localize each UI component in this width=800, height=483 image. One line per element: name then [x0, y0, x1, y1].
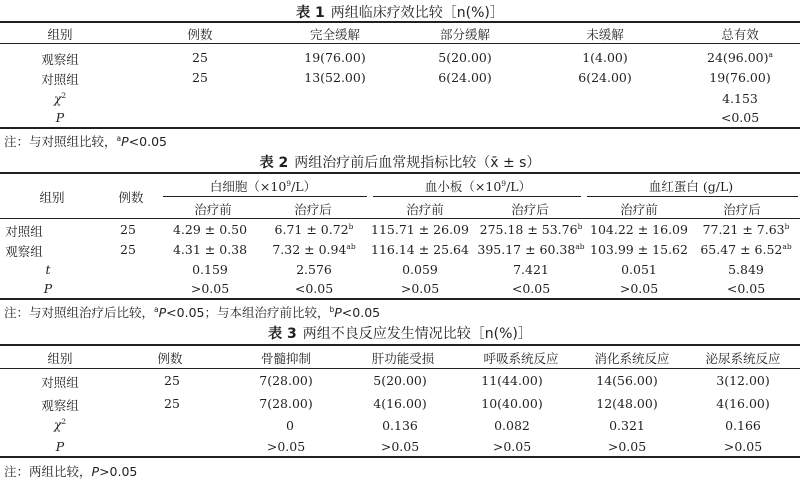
- table1-header-cr: 完全缓解: [309, 27, 361, 42]
- table3-header-digest: 消化系统反应: [594, 351, 670, 366]
- table2-row2-hb-before: 103.99 ± 15.62: [590, 242, 688, 257]
- table2-row2-plt-after-value: 395.17 ± 60.38: [477, 242, 576, 257]
- table3-row2-liver: 4(16.00): [373, 396, 427, 411]
- table1-row1-total: [707, 50, 773, 65]
- table1-row1-total-value: 24(96.00): [707, 50, 769, 65]
- table2-row2-hb-after-value: 65.47 ± 6.52: [700, 242, 783, 257]
- table2-row1-hb-before: 104.22 ± 16.09: [590, 222, 688, 237]
- table3-row2-group: 观察组: [41, 398, 79, 413]
- table1-note-sup: a: [116, 133, 122, 143]
- table3-chi-sup: 2: [61, 416, 67, 426]
- table2-row1-hb-after-value: 77.21 ± 7.63: [702, 222, 785, 237]
- table2-row1-plt-after-value: 275.18 ± 53.76: [479, 222, 578, 237]
- table2-p-hb-after: <0.05: [726, 281, 766, 296]
- table2-plt-text: 血小板（×10: [424, 179, 502, 194]
- table3-chi-liver: 0.136: [382, 418, 418, 433]
- table1-top-rule: [0, 21, 800, 23]
- table2-row1-wbc-before: 4.29 ± 0.50: [172, 222, 248, 237]
- table3-header-resp: 呼吸系统反应: [483, 351, 559, 366]
- table2-t-wbc-after: 2.576: [296, 262, 332, 277]
- table2-p-hb-before: >0.05: [619, 281, 659, 296]
- table1-row1-n: 25: [192, 50, 208, 65]
- table2-header-plt: [425, 177, 531, 195]
- table3-bottom-rule: [0, 456, 800, 458]
- table1-chi-label: [54, 91, 66, 106]
- table3-row2-n: 25: [164, 396, 180, 411]
- table2-wbc-text: 白细胞（×10: [209, 179, 287, 194]
- table2-row2-wbc-before: 4.31 ± 0.38: [172, 242, 248, 257]
- table3-p-urinary: >0.05: [723, 439, 763, 454]
- table1-caption: [0, 2, 800, 22]
- table1-row1-total-sup: a: [768, 49, 773, 59]
- table2-t-symbol: t: [45, 262, 51, 277]
- table2-wbc-sup: 9: [286, 178, 292, 188]
- table1-row2-cr: 13(52.00): [304, 70, 366, 85]
- table2-plt-before: 治疗前: [406, 202, 444, 217]
- table3-chi-symbol: χ: [53, 417, 62, 432]
- table3-row1-resp: 11(44.00): [481, 373, 543, 388]
- table3-row1-n: 25: [164, 373, 180, 388]
- table2-row1-plt-before: 115.71 ± 26.09: [371, 222, 469, 237]
- table1-header-pr: 部分缓解: [439, 27, 491, 42]
- table1-row1-group: 观察组: [41, 52, 79, 67]
- table1-row2-total: 19(76.00): [709, 70, 771, 85]
- table3-note: [4, 462, 137, 480]
- table3-p-liver: >0.05: [380, 439, 420, 454]
- table2-note-p2: P: [334, 305, 342, 320]
- table2-row2-hb-after-sup: ab: [782, 241, 792, 251]
- table2-header-rule: [0, 218, 800, 219]
- table2-top-rule: [0, 172, 800, 174]
- table2-row1-group: 对照组: [5, 224, 43, 239]
- table2-t-hb-before: 0.051: [621, 262, 657, 277]
- table2-header-n: 例数: [118, 190, 144, 205]
- table3-row1-marrow: 7(28.00): [259, 373, 313, 388]
- table2-note-mid: <0.05；与本组治疗前比较，: [166, 305, 330, 320]
- table2-note-sup-a: a: [154, 304, 159, 314]
- table2-p-wbc-before: >0.05: [190, 281, 230, 296]
- table1-bottom-rule: [0, 127, 800, 129]
- table1-note: [4, 132, 167, 150]
- table2-row2-n: 25: [120, 242, 136, 257]
- table2-row1-wbc-after-sup: b: [348, 221, 354, 231]
- table1-header-n: 例数: [187, 27, 213, 42]
- table2-p-label: [44, 281, 52, 296]
- table1-row2-n: 25: [192, 70, 208, 85]
- table3-p-digest: >0.05: [607, 439, 647, 454]
- table2-row2-wbc-after-sup: ab: [346, 241, 356, 251]
- table2-plt-tail: /L）: [506, 179, 532, 194]
- table3-row2-resp: 10(40.00): [481, 396, 543, 411]
- table2-p-plt-before: >0.05: [400, 281, 440, 296]
- table1-header-nr: 未缓解: [586, 27, 624, 42]
- table3-chi-resp: 0.082: [494, 418, 530, 433]
- table2-wbc-after: 治疗后: [294, 202, 332, 217]
- table1-p-label: [56, 110, 64, 125]
- table2-t-plt-before: 0.059: [402, 262, 438, 277]
- table1-note-p: P: [121, 134, 129, 149]
- table3-header-group: 组别: [47, 351, 73, 366]
- table2-row2-plt-before: 116.14 ± 25.64: [371, 242, 469, 257]
- table2-plt-subrule: [373, 196, 581, 197]
- table1-row2-group: 对照组: [41, 72, 79, 87]
- table2-row1-wbc-after: [275, 222, 354, 237]
- table1-title: 两组临床疗效比较［n(%)］: [330, 5, 504, 21]
- table2-row1-plt-after: [480, 222, 583, 237]
- table2-row2-wbc-after: [272, 242, 355, 257]
- table3-note-p: P: [91, 464, 100, 479]
- table2-hb-subrule: [587, 196, 798, 197]
- table1-header-total: 总有效: [721, 27, 759, 42]
- table3-note-rest: >0.05: [99, 464, 138, 479]
- table2-row1-plt-after-sup: b: [577, 221, 583, 231]
- table3-row1-urinary: 3(12.00): [716, 373, 770, 388]
- table1-header-group: 组别: [47, 27, 73, 42]
- table1-note-rest: <0.05: [128, 134, 167, 149]
- table3-chi-marrow: 0: [286, 418, 294, 433]
- table3-header-liver: 肝功能受损: [371, 351, 435, 366]
- table3-title: 两组不良反应发生情况比较［n(%)］: [302, 326, 532, 342]
- table2-bottom-rule: [0, 298, 800, 300]
- table3-top-rule: [0, 344, 800, 346]
- table3-header-n: 例数: [157, 351, 183, 366]
- table2-wbc-before: 治疗前: [194, 202, 232, 217]
- table2-row2-hb-after: [700, 242, 791, 257]
- table1-row2-pr: 6(24.00): [438, 70, 492, 85]
- table2-caption: [0, 152, 800, 172]
- table2-row1-hb-after: [703, 222, 790, 237]
- table3-row1-digest: 14(56.00): [596, 373, 658, 388]
- table2-row2-wbc-after-value: 7.32 ± 0.94: [272, 242, 347, 257]
- table2-row2-plt-after: [477, 242, 584, 257]
- table2-t-hb-after: 5.849: [728, 262, 764, 277]
- table1-chi-sup: 2: [61, 90, 67, 100]
- table1-row2-nr: 6(24.00): [578, 70, 632, 85]
- table3-chi-digest: 0.321: [609, 418, 645, 433]
- table3-p-symbol: P: [55, 439, 65, 454]
- table2-hb-after: 治疗后: [723, 202, 761, 217]
- table2-note-end: <0.05: [341, 305, 381, 320]
- table1-p-symbol: P: [55, 110, 65, 125]
- table1-row1-nr: 1(4.00): [582, 50, 628, 65]
- table3-p-label: [56, 439, 64, 454]
- table1-row1-pr: 5(20.00): [438, 50, 492, 65]
- table2-hb-before: 治疗前: [620, 202, 658, 217]
- table2-plt-after: 治疗后: [511, 202, 549, 217]
- table2-row2-plt-after-sup: ab: [575, 241, 585, 251]
- table2-header-hb: 血红蛋白 (g/L): [648, 179, 734, 194]
- table3-p-marrow: >0.05: [266, 439, 306, 454]
- table3-chi-label: [54, 417, 66, 432]
- table2-note: [4, 303, 380, 321]
- table2-t-plt-after: 7.421: [513, 262, 549, 277]
- table2-row1-hb-after-sup: b: [784, 221, 790, 231]
- table1-chi-value: 4.153: [722, 91, 758, 106]
- table2-p-symbol: P: [43, 281, 53, 296]
- table2-title: 两组治疗前后血常规指标比较（x̄ ± s）: [294, 155, 541, 171]
- table2-t-wbc-before: 0.159: [192, 262, 228, 277]
- table1-number: 表 1: [296, 5, 325, 21]
- table1-header-rule: [0, 43, 800, 44]
- table2-wbc-tail: /L）: [291, 179, 317, 194]
- table3-p-resp: >0.05: [492, 439, 532, 454]
- table3-row2-urinary: 4(16.00): [716, 396, 770, 411]
- table3-chi-urinary: 0.166: [725, 418, 761, 433]
- table1-row1-cr: 19(76.00): [304, 50, 366, 65]
- table3-number: 表 3: [268, 326, 297, 342]
- table3-header-rule: [0, 368, 800, 369]
- table2-row1-n: 25: [120, 222, 136, 237]
- table2-note-sup-b: b: [329, 304, 335, 314]
- table3-row2-marrow: 7(28.00): [259, 396, 313, 411]
- table2-p-wbc-after: <0.05: [294, 281, 334, 296]
- table3-row1-liver: 5(20.00): [373, 373, 427, 388]
- table3-row2-digest: 12(48.00): [596, 396, 658, 411]
- table1-p-value: <0.05: [720, 110, 760, 125]
- table3-note-prefix: 注：两组比较，: [4, 464, 92, 479]
- table1-chi-symbol: χ: [53, 91, 62, 106]
- table2-note-a: 注：与对照组治疗后比较，: [4, 305, 155, 320]
- table3-row1-group: 对照组: [41, 375, 79, 390]
- table2-plt-sup: 9: [501, 178, 507, 188]
- table2-number: 表 2: [259, 155, 289, 171]
- table2-header-wbc: [210, 177, 316, 195]
- table2-row1-wbc-after-value: 6.71 ± 0.72: [274, 222, 349, 237]
- table2-note-p1: P: [158, 305, 167, 320]
- table2-p-plt-after: <0.05: [511, 281, 551, 296]
- table3-header-urinary: 泌尿系统反应: [705, 351, 781, 366]
- table2-row2-group: 观察组: [5, 244, 43, 259]
- table1-note-prefix: 注：与对照组比较，: [4, 134, 117, 149]
- table2-header-group: 组别: [39, 190, 65, 205]
- table3-caption: [0, 323, 800, 343]
- table2-t-label: [45, 262, 50, 277]
- table2-wbc-subrule: [163, 196, 367, 197]
- table3-header-marrow: 骨髓抑制: [260, 351, 312, 366]
